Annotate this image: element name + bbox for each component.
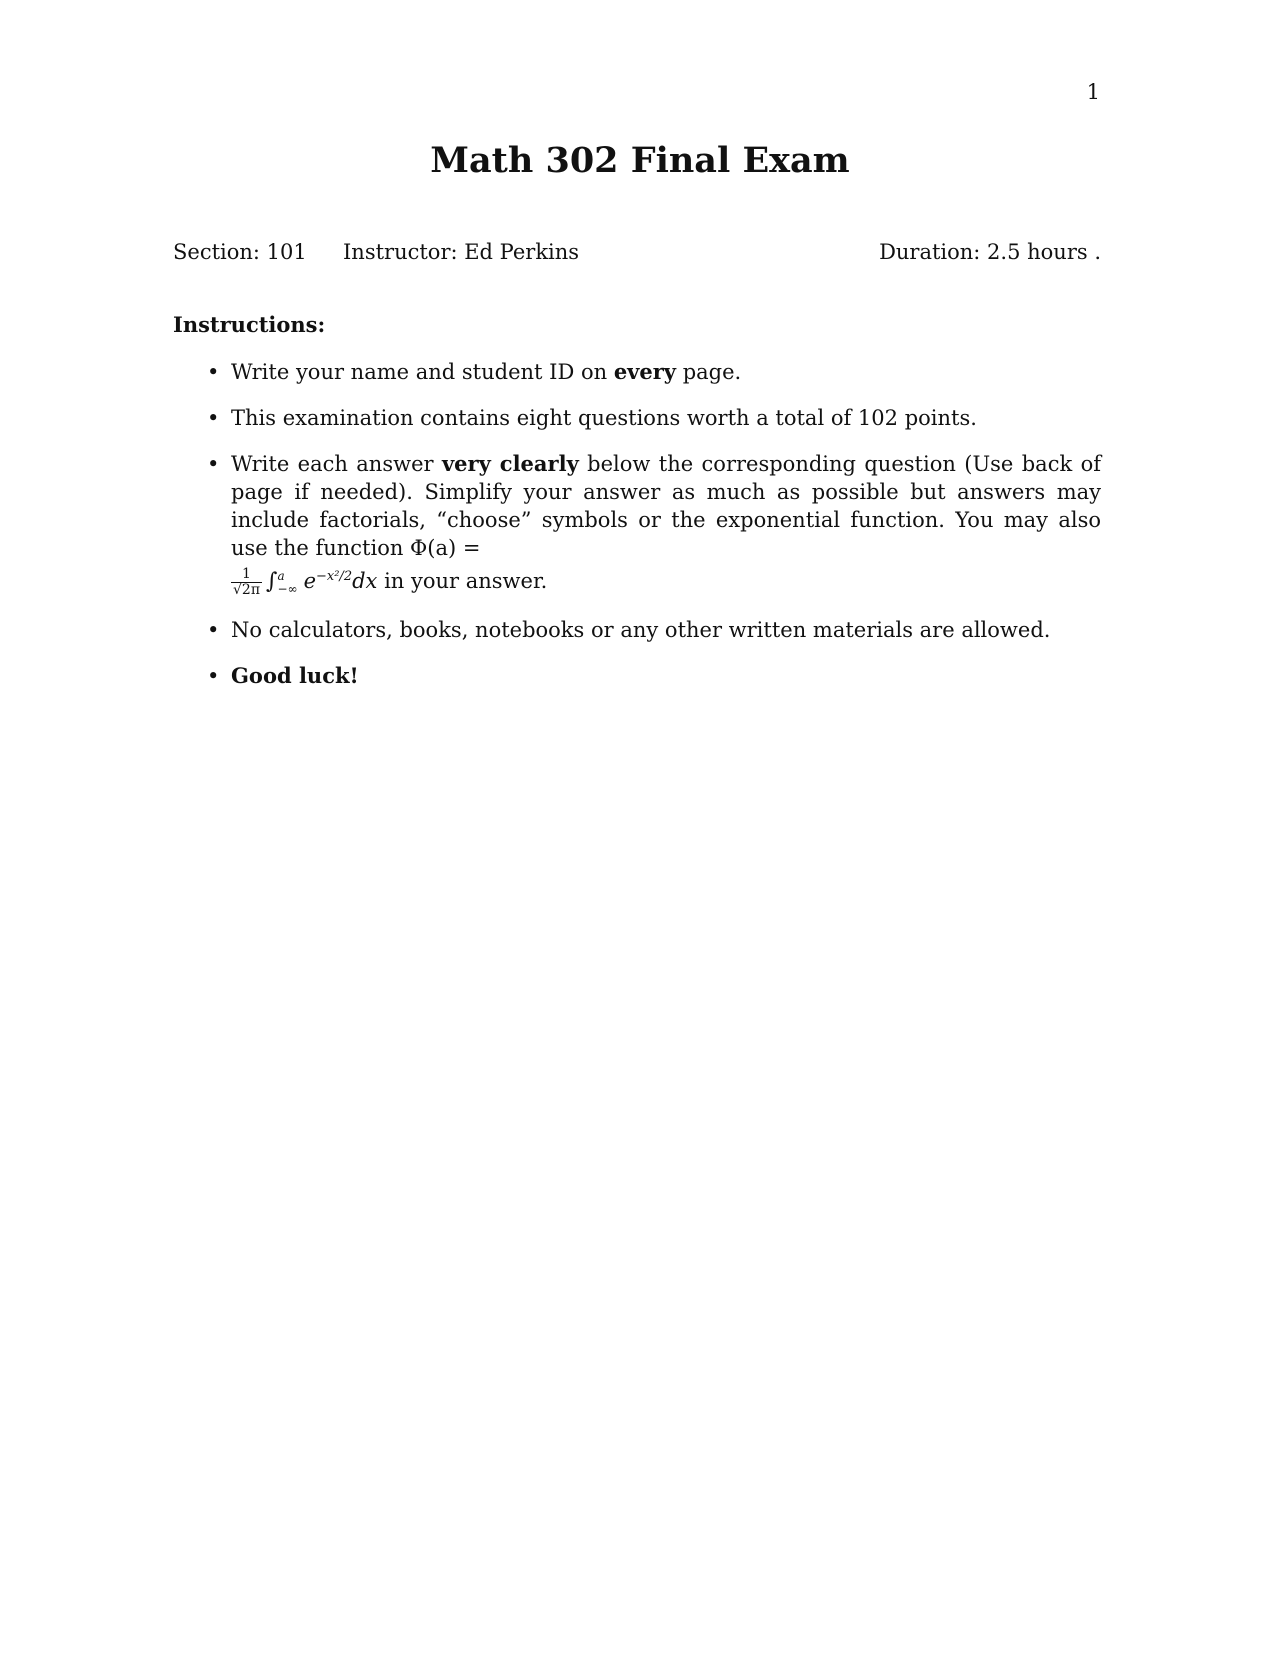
- instructions-list: [173, 358, 1101, 708]
- instruction-item-materials: [173, 616, 1101, 644]
- phi-formula: [231, 562, 1101, 598]
- instruction-text: Good luck!: [231, 663, 359, 688]
- integral-lower-limit: −∞: [277, 581, 298, 596]
- instruction-item-good-luck: [173, 662, 1101, 690]
- duration-label: Duration: 2.5 hours .: [879, 240, 1101, 264]
- instruction-text-part: page.: [676, 360, 742, 384]
- exp-base: e: [303, 569, 316, 593]
- bullet-icon: •: [207, 618, 220, 642]
- page-number: 1: [1086, 80, 1100, 104]
- instructions-heading: Instructions:: [173, 312, 326, 337]
- instruction-text: [231, 358, 1101, 386]
- instruction-text: This examination contains eight questions worth a total of 102 points.: [231, 406, 977, 430]
- instruction-item-name-id: [173, 358, 1101, 386]
- fraction-denominator: √2π: [233, 582, 261, 598]
- instruction-emphasis: every: [613, 359, 677, 384]
- integral-upper-limit: a: [277, 568, 285, 583]
- instructor-label: Instructor: Ed Perkins: [343, 240, 580, 264]
- section-label: Section: 101: [173, 240, 307, 264]
- exam-title: Math 302 Final Exam: [430, 140, 850, 181]
- bullet-icon: •: [207, 406, 220, 430]
- instruction-emphasis: very clearly: [441, 451, 579, 476]
- fraction-numerator: 1: [231, 567, 262, 583]
- exam-meta-row: [173, 240, 1101, 270]
- instruction-text-part: Write each answer: [231, 452, 442, 476]
- instruction-text: No calculators, books, notebooks or any other written materials are allowed.: [231, 618, 1051, 642]
- bullet-icon: •: [207, 452, 220, 476]
- integral-limits: [278, 570, 298, 596]
- instruction-text-part: Write your name and student ID on: [231, 360, 614, 384]
- bullet-icon: •: [207, 664, 220, 688]
- differential: dx: [352, 569, 378, 593]
- instruction-item-questions: [173, 404, 1101, 432]
- formula-fraction: [231, 567, 262, 598]
- exp-exponent: −x²/2: [316, 569, 353, 584]
- instruction-text-part: below the corresponding question (Use back of page if needed). Simplify your answer as much as possible but answers may include factorials, “choose” symbols or the exponential function. You may also use the function Φ(a) =: [231, 452, 1101, 560]
- instruction-text: [231, 450, 1101, 598]
- instruction-item-answers: [173, 450, 1101, 598]
- instruction-text-part: in your answer.: [377, 569, 548, 593]
- bullet-icon: •: [207, 360, 220, 384]
- integral-symbol: ∫: [266, 569, 278, 594]
